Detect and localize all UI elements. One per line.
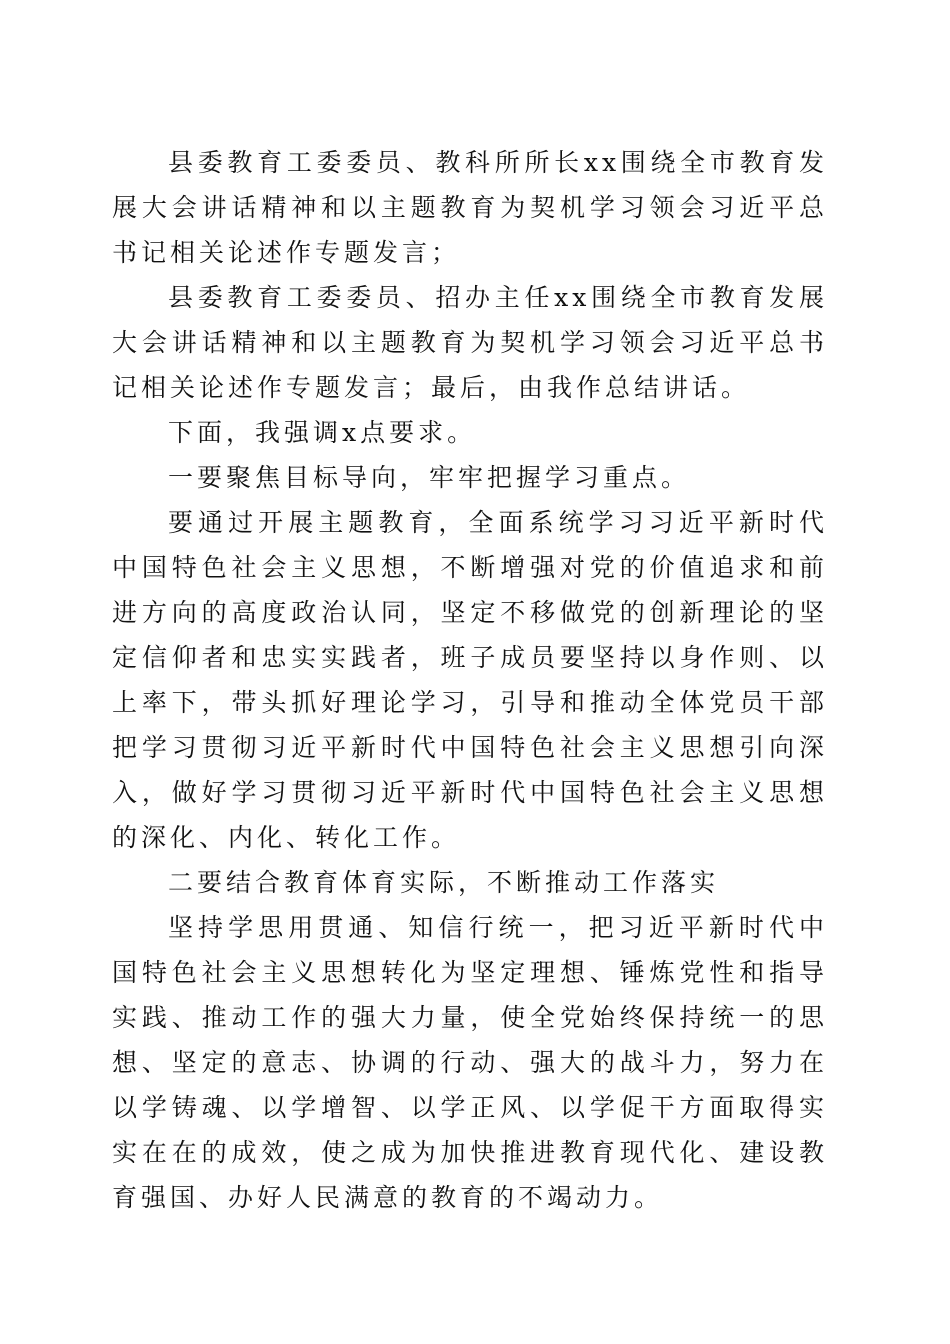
paragraph-5: 坚持学思用贯通、知信行统一，把习近平新时代中国特色社会主义思想转化为坚定理想、锤炼党性和指导实践、推动工作的强大力量，使全党始终保持统一的思想、坚定的意志、协调的行动、强大的战斗力，努力在以学铸魂、以学增智、以学正风、以学促干方面取得实实在在的成效，使之成为加快推进教育现代化、建设教育强国、办好人民满意的教育的不竭动力。 — [112, 913, 828, 1212]
document-body — [112, 140, 828, 1220]
paragraph-3: 下面，我强调x点要求。 — [168, 418, 477, 447]
paragraph-2: 县委教育工委委员、招办主任xx围绕全市教育发展大会讲话精神和以主题教育为契机学习领会习近平总书记相关论述作专题发言；最后，由我作总结讲话。 — [112, 283, 828, 402]
paragraph-4: 要通过开展主题教育，全面系统学习习近平新时代中国特色社会主义思想，不断增强对党的价值追求和前进方向的高度政治认同，坚定不移做党的创新理论的坚定信仰者和忠实实践者，班子成员要坚持以身作则、以上率下，带头抓好理论学习，引导和推动全体党员干部把学习贯彻习近平新时代中国特色社会主义思想引向深入，做好学习贯彻习近平新时代中国特色社会主义思想的深化、内化、转化工作。 — [112, 508, 828, 852]
paragraph-1: 县委教育工委委员、教科所所长xx围绕全市教育发展大会讲话精神和以主题教育为契机学习领会习近平总书记相关论述作专题发言； — [112, 148, 828, 267]
section-heading-1: 一要聚焦目标导向，牢牢把握学习重点。 — [168, 463, 691, 492]
section-heading-2: 二要结合教育体育实际，不断推动工作落实 — [168, 868, 720, 897]
